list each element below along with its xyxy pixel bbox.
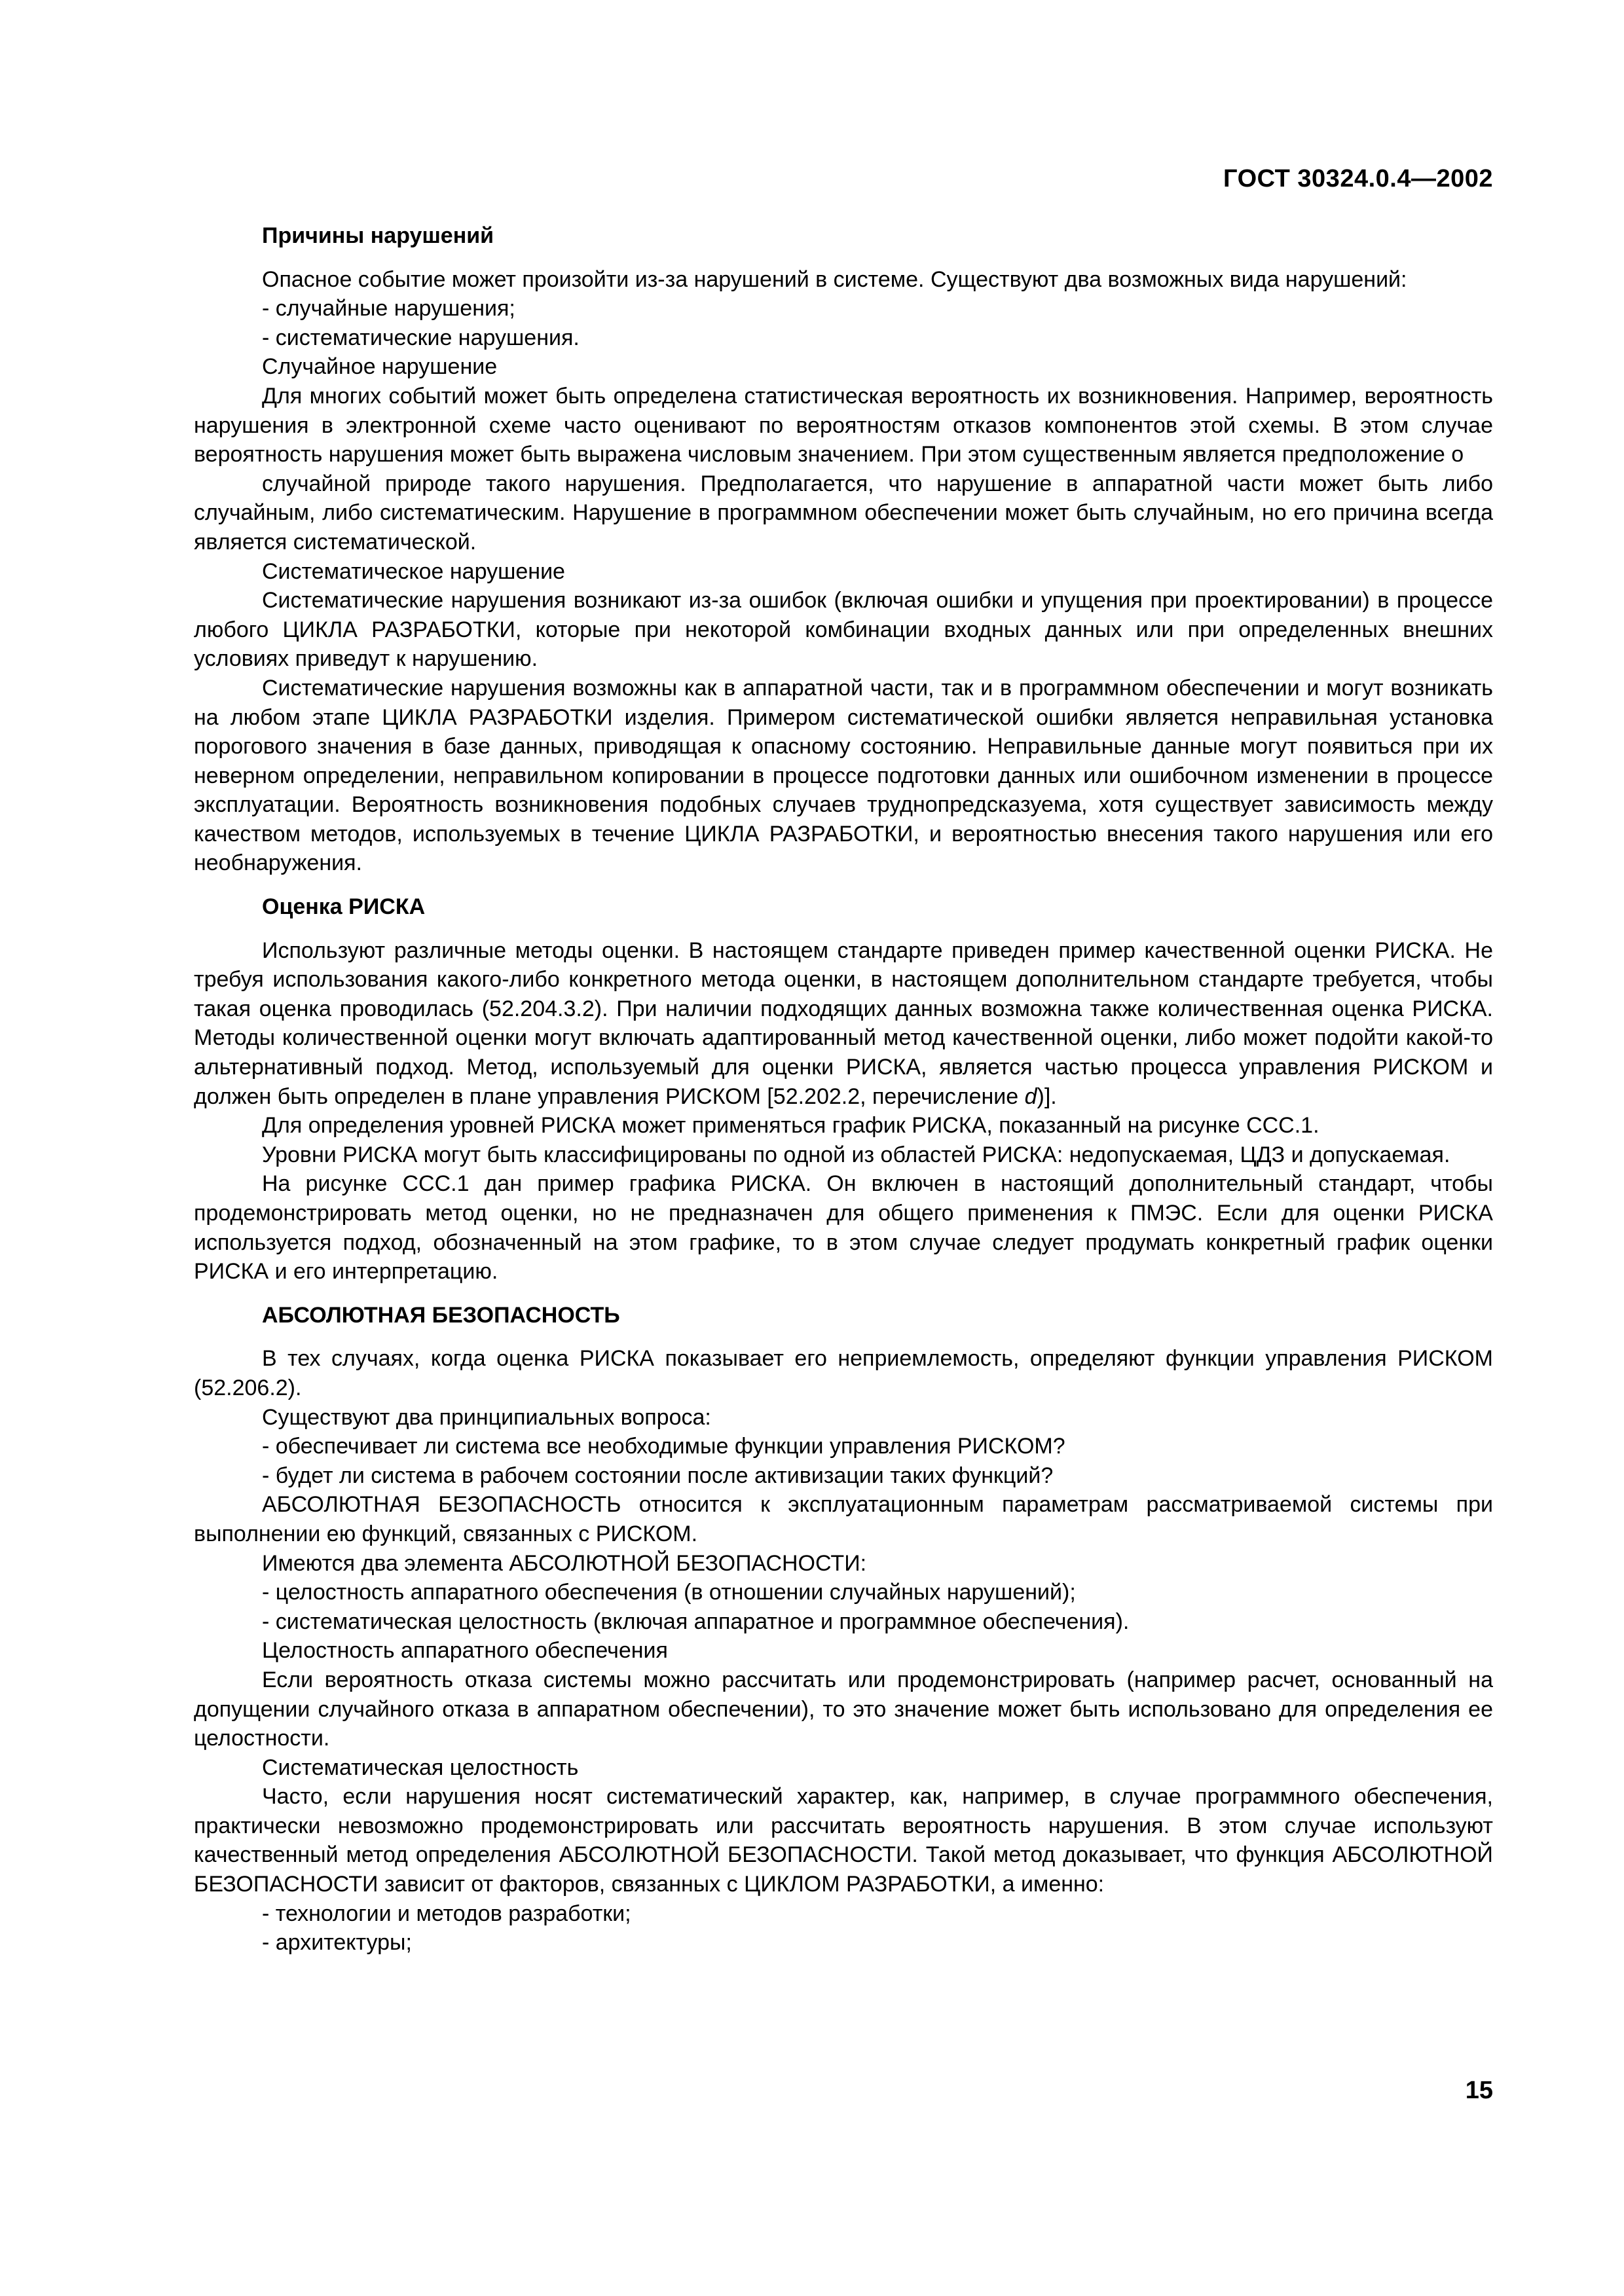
italic-letter: d xyxy=(1024,1084,1037,1109)
text-run: )]. xyxy=(1037,1084,1057,1109)
paragraph: Для определения уровней РИСКА может применяться график РИСКА, показанный на рисунке ССС.1. xyxy=(262,1113,1320,1139)
paragraph: Систематические нарушения возникают из-за ошибок (включая ошибки и упущения при проектировании) в процессе любого ЦИКЛА РАЗРАБОТКИ, которые при некоторой комбинации входных данных или при определенных внешних условиях приведут к нарушению. xyxy=(194,588,1493,672)
paragraph: Существуют два принципиальных вопроса: xyxy=(262,1404,711,1430)
paragraph: АБСОЛЮТНАЯ БЕЗОПАСНОСТЬ относится к эксплуатационным параметрам рассматриваемой системы при выполнении ею функций, связанных с РИСКОМ. xyxy=(194,1492,1493,1546)
document-header: ГОСТ 30324.0.4—2002 xyxy=(1223,165,1493,192)
list-item: - архитектуры; xyxy=(262,1930,412,1956)
section-heading-absolute-safety: АБСОЛЮТНАЯ БЕЗОПАСНОСТЬ xyxy=(262,1302,620,1328)
paragraph: Если вероятность отказа системы можно рассчитать или продемонстрировать (например расчет, основанный на допущении случайного отказа в аппаратном обеспечении), то это значение может быть использовано для определения ее целостности. xyxy=(194,1667,1493,1751)
section-heading-risk-assessment: Оценка РИСКА xyxy=(262,894,426,920)
subheading: Систематическое нарушение xyxy=(262,558,565,584)
subheading: Целостность аппаратного обеспечения xyxy=(262,1638,668,1664)
paragraph: Часто, если нарушения носят систематический характер, как, например, в случае программного обеспечения, практически невозможно продемонстрировать или рассчитать вероятность нарушения. В этом случае используют качественный метод определения АБСОЛЮТНОЙ БЕЗОПАСНОСТИ. Такой метод доказывает, что функция АБСОЛЮТНОЙ БЕЗОПАСНОСТИ зависит от факторов, связанных с ЦИКЛОМ РАЗРАБОТКИ, а именно: xyxy=(194,1784,1493,1897)
paragraph: Имеются два элемента АБСОЛЮТНОЙ БЕЗОПАСНОСТИ: xyxy=(262,1550,867,1576)
page-number: 15 xyxy=(1465,2077,1493,2104)
list-item: - систематические нарушения. xyxy=(262,325,580,350)
list-item: - будет ли система в рабочем состоянии после активизации таких функций? xyxy=(262,1463,1054,1488)
section-heading-violation-causes: Причины нарушений xyxy=(262,223,494,248)
subheading: Систематическая целостность xyxy=(262,1755,579,1780)
paragraph: Для многих событий может быть определена статистическая вероятность их возникновения. Например, вероятность нарушения в электронной схеме часто оценивают по вероятностям отказов компонентов этой схемы. В этом случае вероятность нарушения может быть выражена числовым значением. При этом существенным является предположение о xyxy=(194,383,1493,467)
list-item: - целостность аппаратного обеспечения (в отношении случайных нарушений); xyxy=(262,1580,1076,1605)
paragraph: В тех случаях, когда оценка РИСКА показывает его неприемлемость, определяют функции управления РИСКОМ (52.206.2). xyxy=(194,1346,1493,1400)
list-item: - систематическая целостность (включая аппаратное и программное обеспечения). xyxy=(262,1609,1130,1634)
paragraph: Систематические нарушения возможны как в аппаратной части, так и в программном обеспечении и могут возникать на любом этапе ЦИКЛА РАЗРАБОТКИ изделия. Примером систематической ошибки является неправильная установка порогового значения в базе данных, приводящая к опасному состоянию. Неправильные данные могут появиться при их неверном определении, неправильном копировании в процессе подготовки данных или ошибочном изменении в процессе эксплуатации. Вероятность возникновения подобных случаев труднопредсказуема, хотя существует зависимость между качеством методов, используемых в течение ЦИКЛА РАЗРАБОТКИ, и вероятностью внесения такого нарушения или его необнаружения. xyxy=(194,675,1493,876)
paragraph: случайной природе такого нарушения. Предполагается, что нарушение в аппаратной части может быть либо случайным, либо систематическим. Нарушение в программном обеспечении может быть случайным, но его причина всегда является систематической. xyxy=(194,471,1493,555)
paragraph: Опасное событие может произойти из-за нарушений в системе. Существуют два возможных вида нарушений: xyxy=(262,266,1407,292)
text-run: Используют различные методы оценки. В настоящем стандарте приведен пример качественной оценки РИСКА. Не требуя использования какого-либо конкретного метода оценки, в настоящем дополнительном стандарте требуется, чтобы такая оценка проводилась (52.204.3.2). При наличии подходящих данных возможна также количественная оценка РИСКА. Методы количественной оценки могут включать адаптированный метод качественной оценки, либо может подойти какой-то альтернативный подход. Метод, используемый для оценки РИСКА, является частью процесса управления РИСКОМ и должен быть определен в плане управления РИСКОМ [52.202.2, перечисление xyxy=(194,938,1493,1109)
page-content xyxy=(194,221,1493,1958)
list-item: - случайные нарушения; xyxy=(262,296,515,321)
list-item: - обеспечивает ли система все необходимые функции управления РИСКОМ? xyxy=(262,1434,1065,1459)
paragraph xyxy=(194,936,1493,1112)
subheading: Случайное нарушение xyxy=(262,354,498,380)
list-item: - технологии и методов разработки; xyxy=(262,1901,631,1926)
paragraph: Уровни РИСКА могут быть классифицированы по одной из областей РИСКА: недопускаемая, ЦДЗ и допускаемая. xyxy=(262,1142,1450,1167)
paragraph: На рисунке ССС.1 дан пример графика РИСКА. Он включен в настоящий дополнительный стандарт, чтобы продемонстрировать метод оценки, но не предназначен для общего применения к ПМЭС. Если для оценки РИСКА используется подход, обозначенный на этом графике, то в этом случае следует продумать конкретный график оценки РИСКА и его интерпретацию. xyxy=(194,1171,1493,1285)
